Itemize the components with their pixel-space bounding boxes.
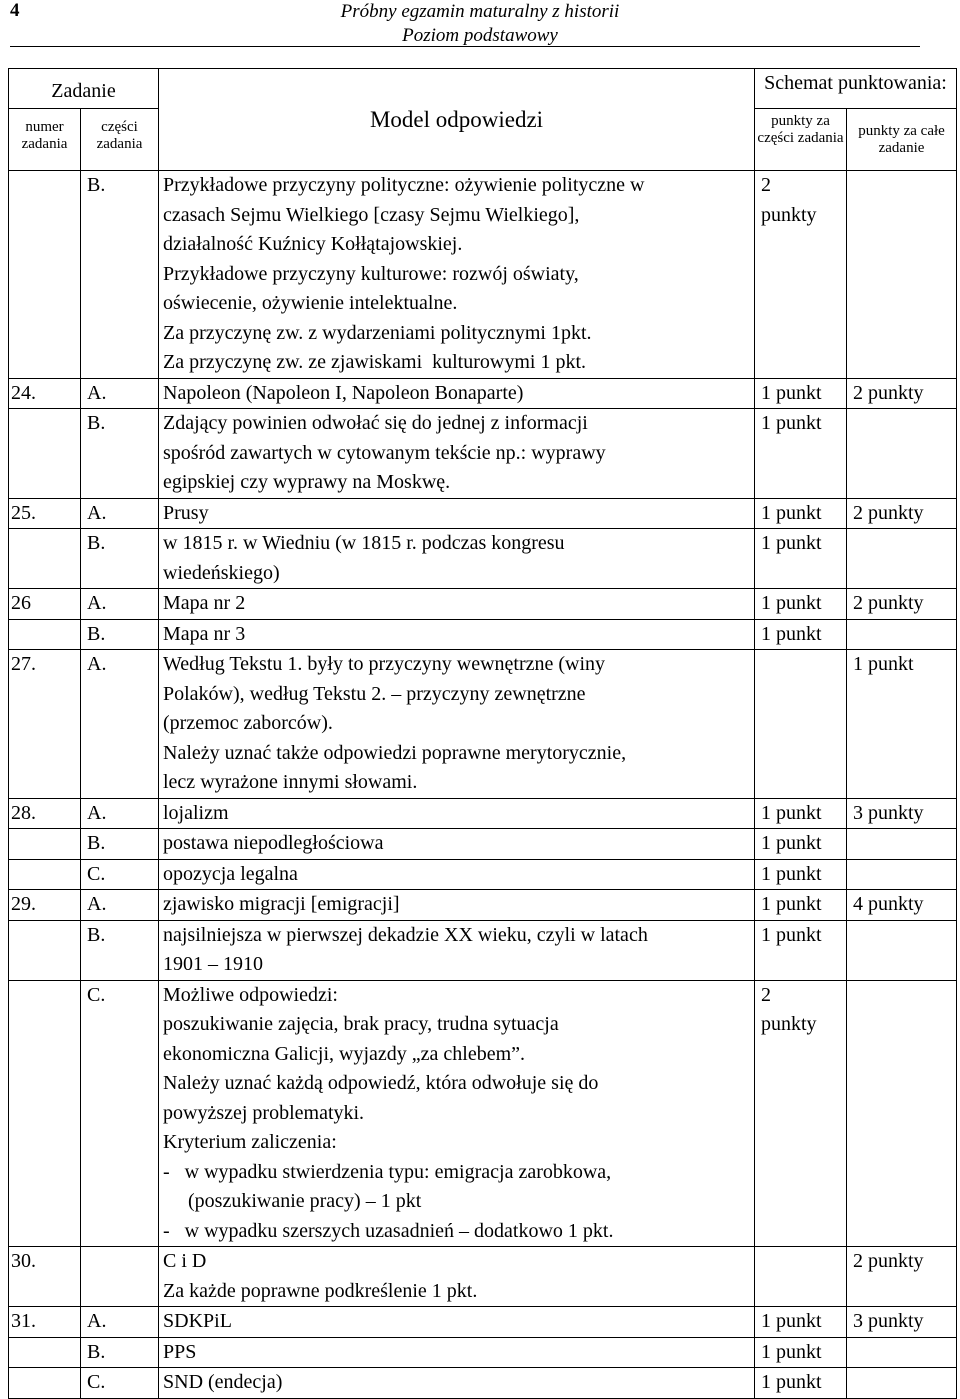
task-part: B.: [81, 619, 159, 650]
task-part: A.: [81, 1307, 159, 1338]
table-row: [9, 859, 957, 890]
answer-line: Polaków), według Tekstu 2. – przyczyny zewnętrzne: [163, 682, 586, 705]
answer-line: poszukiwanie zajęcia, brak pracy, trudna sytuacja: [163, 1013, 559, 1035]
points-part: 1 punkt: [755, 920, 847, 980]
table-row: [9, 619, 957, 650]
points-total: 2 punkty: [847, 498, 957, 529]
answer-line: opozycja legalna: [163, 862, 298, 885]
zadanie-header: Zadanie: [9, 69, 159, 109]
answer-line: najsilniejsza w pierwszej dekadzie XX wieku, czyli w latach: [163, 923, 648, 946]
answer-line: (poszukiwanie pracy) – 1 pkt: [163, 1190, 422, 1212]
points-total: [847, 529, 957, 589]
answer-line: Mapa nr 3: [163, 622, 246, 645]
points-total: [847, 920, 957, 980]
points-part: 2 punkty: [755, 980, 847, 1247]
points-part: 1 punkt: [755, 378, 847, 409]
answer-line: Przykładowe przyczyny polityczne: ożywienie polityczne w: [163, 174, 645, 196]
points-part: 1 punkt: [755, 619, 847, 650]
punkty-za-cale-header: punkty za całe zadanie: [847, 109, 957, 171]
task-part: A.: [81, 498, 159, 529]
task-number: 31.: [9, 1307, 81, 1338]
answer-line: - w wypadku szerszych uzasadnień – dodatkowo 1 pkt.: [163, 1219, 614, 1242]
answer-line: Możliwe odpowiedzi:: [163, 983, 338, 1006]
answer-line: Mapa nr 2: [163, 592, 246, 614]
table-row: [9, 1247, 957, 1307]
answer-line: Należy uznać każdą odpowiedź, która odwołuje się do: [163, 1072, 599, 1094]
table-row: [9, 890, 957, 921]
points-total: [847, 619, 957, 650]
answer-line: (przemoc zaborców).: [163, 712, 333, 734]
table-row: [9, 409, 957, 499]
points-total: 2 punkty: [847, 378, 957, 409]
answer-line: Należy uznać także odpowiedzi poprawne merytorycznie,: [163, 741, 627, 764]
task-part: C.: [81, 980, 159, 1247]
table-row: [9, 650, 957, 799]
czesci-zadania-header: części zadania: [81, 109, 159, 171]
table-header: [9, 69, 957, 171]
model-answer: [159, 409, 755, 499]
task-part: A.: [81, 890, 159, 921]
page-number: 4: [10, 0, 20, 21]
task-part: B.: [81, 409, 159, 499]
points-total: 4 punkty: [847, 890, 957, 921]
answer-line: lojalizm: [163, 801, 229, 824]
answer-line: C i D: [163, 1250, 207, 1272]
table-row: [9, 498, 957, 529]
points-total: 2 punkty: [847, 1247, 957, 1307]
table-row: [9, 378, 957, 409]
points-part: 1 punkt: [755, 890, 847, 921]
task-number: [9, 829, 81, 860]
punkty-za-czesci-header: punkty za części zadania: [755, 109, 847, 171]
answer-line: spośród zawartych w cytowanym tekście np.: wyprawy: [163, 441, 606, 464]
schemat-header: Schemat punktowania:: [755, 69, 957, 109]
answer-line: oświecenie, ożywienie intelektualne.: [163, 292, 458, 314]
table-row: [9, 1307, 957, 1338]
points-part: 1 punkt: [755, 589, 847, 620]
points-part: 1 punkt: [755, 1307, 847, 1338]
task-number: 30.: [9, 1247, 81, 1307]
points-part: 1 punkt: [755, 1368, 847, 1399]
task-part: C.: [81, 859, 159, 890]
model-answer: [159, 589, 755, 620]
answer-line: Zdający powinien odwołać się do jednej z informacji: [163, 412, 588, 434]
points-total: 2 punkty: [847, 589, 957, 620]
points-total: [847, 171, 957, 379]
points-total: [847, 1337, 957, 1368]
answer-line: lecz wyrażone innymi słowami.: [163, 771, 418, 793]
task-number: 24.: [9, 378, 81, 409]
answer-line: Napoleon (Napoleon I, Napoleon Bonaparte): [163, 381, 524, 404]
points-part: 1 punkt: [755, 798, 847, 829]
table-body: [9, 171, 957, 1399]
model-header: Model odpowiedzi: [159, 69, 755, 171]
table-row: [9, 980, 957, 1247]
model-answer: [159, 1337, 755, 1368]
model-answer: [159, 1247, 755, 1307]
document-title: [0, 0, 960, 48]
task-part: B.: [81, 829, 159, 860]
answer-line: Za przyczynę zw. z wydarzeniami politycznymi 1pkt.: [163, 321, 592, 344]
task-number: [9, 409, 81, 499]
answer-line: - w wypadku stwierdzenia typu: emigracja zarobkowa,: [163, 1160, 612, 1183]
answer-line: wiedeńskiego): [163, 561, 280, 584]
points-total: [847, 1368, 957, 1399]
header-rule: [10, 46, 920, 47]
points-part: 1 punkt: [755, 529, 847, 589]
answer-line: SND (endecja): [163, 1371, 283, 1393]
model-answer: [159, 920, 755, 980]
title-line-1: Próbny egzamin maturalny z historii: [340, 1, 620, 22]
task-part: A.: [81, 798, 159, 829]
answer-line: Według Tekstu 1. były to przyczyny wewnętrzne (winy: [163, 653, 606, 675]
answer-line: Przykładowe przyczyny kulturowe: rozwój oświaty,: [163, 262, 579, 285]
points-part: 2 punkty: [755, 171, 847, 379]
table-row: [9, 171, 957, 379]
model-answer: [159, 619, 755, 650]
answer-line: Kryterium zaliczenia:: [163, 1131, 337, 1153]
task-number: [9, 619, 81, 650]
points-part: 1 punkt: [755, 829, 847, 860]
model-answer: [159, 1307, 755, 1338]
task-number: [9, 1368, 81, 1399]
task-number: [9, 920, 81, 980]
answer-line: ekonomiczna Galicji, wyjazdy „za chlebem”.: [163, 1042, 526, 1065]
task-number: [9, 529, 81, 589]
task-number: [9, 980, 81, 1247]
answer-line: Za przyczynę zw. ze zjawiskami kulturowymi 1 pkt.: [163, 351, 587, 373]
task-part: C.: [81, 1368, 159, 1399]
task-part: B.: [81, 920, 159, 980]
points-total: [847, 859, 957, 890]
table-row: [9, 829, 957, 860]
model-answer: [159, 890, 755, 921]
table-row: [9, 589, 957, 620]
answer-line: Za każde poprawne podkreślenie 1 pkt.: [163, 1279, 478, 1302]
points-part: [755, 1247, 847, 1307]
task-number: [9, 171, 81, 379]
answer-line: Prusy: [163, 501, 209, 524]
title-line-2: Poziom podstawowy: [402, 25, 558, 46]
answer-line: egipskiej czy wyprawy na Moskwę.: [163, 471, 451, 493]
points-total: 1 punkt: [847, 650, 957, 799]
model-answer: [159, 829, 755, 860]
task-number: 29.: [9, 890, 81, 921]
points-part: [755, 650, 847, 799]
answer-line: w 1815 r. w Wiedniu (w 1815 r. podczas kongresu: [163, 532, 565, 554]
task-number: [9, 859, 81, 890]
model-answer: [159, 529, 755, 589]
answer-line: 1901 – 1910: [163, 953, 263, 975]
task-part: B.: [81, 529, 159, 589]
model-answer: [159, 859, 755, 890]
task-number: 25.: [9, 498, 81, 529]
points-part: 1 punkt: [755, 1337, 847, 1368]
points-total: 3 punkty: [847, 1307, 957, 1338]
table-row: [9, 1337, 957, 1368]
answer-line: PPS: [163, 1340, 197, 1363]
model-answer: [159, 498, 755, 529]
points-total: 3 punkty: [847, 798, 957, 829]
answer-line: działalność Kuźnicy Kołłątajowskiej.: [163, 233, 463, 255]
model-answer: [159, 171, 755, 379]
table-row: [9, 529, 957, 589]
task-part: A.: [81, 378, 159, 409]
points-part: 1 punkt: [755, 409, 847, 499]
task-number: 27.: [9, 650, 81, 799]
task-number: [9, 1337, 81, 1368]
answer-line: SDKPiL: [163, 1310, 232, 1332]
task-number: 28.: [9, 798, 81, 829]
table-row: [9, 798, 957, 829]
answer-line: zjawisko migracji [emigracji]: [163, 893, 400, 915]
task-number: 26: [9, 589, 81, 620]
task-part: B.: [81, 171, 159, 379]
answer-line: powyższej problematyki.: [163, 1101, 365, 1124]
scoring-table: [8, 68, 957, 1399]
points-total: [847, 980, 957, 1247]
task-part: A.: [81, 650, 159, 799]
table-row: [9, 920, 957, 980]
model-answer: [159, 798, 755, 829]
task-part: [81, 1247, 159, 1307]
table-row: [9, 1368, 957, 1399]
numer-zadania-header: numer zadania: [9, 109, 81, 171]
points-part: 1 punkt: [755, 498, 847, 529]
model-answer: [159, 1368, 755, 1399]
model-answer: [159, 980, 755, 1247]
answer-line: czasach Sejmu Wielkiego [czasy Sejmu Wielkiego],: [163, 203, 580, 226]
points-total: [847, 829, 957, 860]
task-part: A.: [81, 589, 159, 620]
points-part: 1 punkt: [755, 859, 847, 890]
task-part: B.: [81, 1337, 159, 1368]
answer-line: postawa niepodległościowa: [163, 832, 384, 854]
model-answer: [159, 378, 755, 409]
model-answer: [159, 650, 755, 799]
points-total: [847, 409, 957, 499]
